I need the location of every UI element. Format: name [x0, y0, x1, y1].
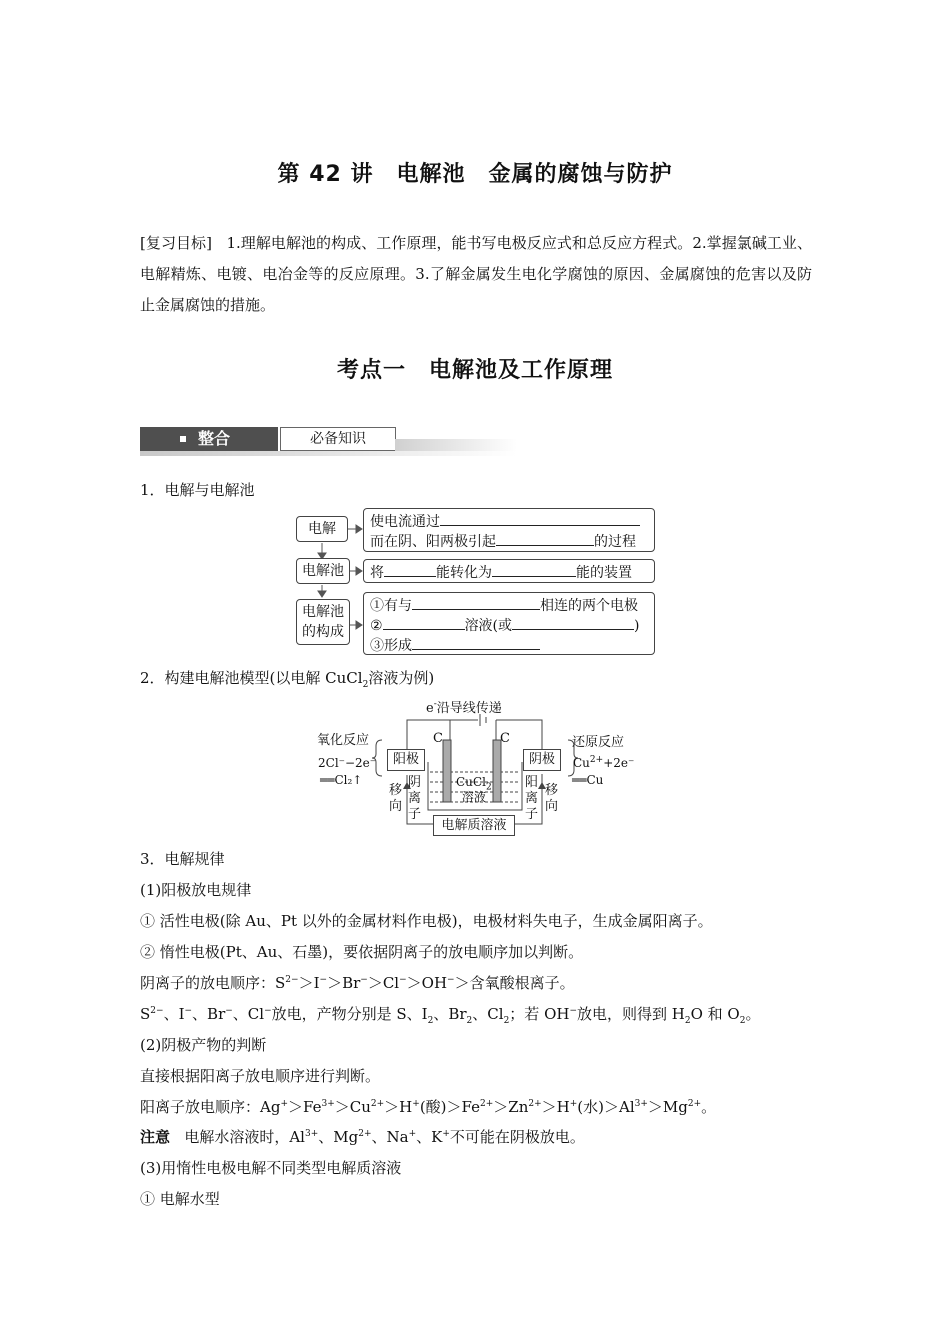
electron-flow-text: 沿导线传递 — [436, 701, 502, 716]
box-composition-line2: 的构成 — [302, 624, 344, 640]
item3-heading: 3．电解规律 — [140, 850, 225, 868]
left-carbon-electrode-label: C — [433, 731, 443, 746]
solution-formula-sub: 2 — [485, 782, 492, 793]
item2-heading-b: 溶液为例) — [368, 669, 435, 687]
review-goals-label: [复习目标] — [140, 234, 212, 252]
cathode-rule-text: 直接根据阳离子放电顺序进行判断。 — [140, 1067, 381, 1085]
blank-line — [512, 615, 634, 630]
banner-left-label: 整合 — [198, 429, 231, 448]
cation-discharge-order: 阳离子放电顺序：$Ag^+>Fe^{3+}>Cu^{2+}>H^+$(酸)$>Fe^{2+}>Zn^{2+}>H^+$(水)$>Al^{3+}>Mg^{2+}$。 — [140, 1098, 717, 1116]
oxidation-label: 氧化反应 — [317, 733, 370, 748]
review-goals — [140, 228, 812, 321]
comp2-text-c: ) — [634, 618, 640, 634]
item2-heading-sub: 2 — [362, 680, 369, 690]
banner-knowledge: 必备知识 — [280, 427, 396, 451]
cell-def-text-c: 能的装置 — [576, 565, 632, 581]
blank-line — [492, 562, 576, 577]
electrolysis-def-text1: 使电流通过 — [370, 514, 440, 530]
anion-discharge-products: $S^{2-}$、I−、Br−、Cl−放电，产物分别是 S、$I_2$、$Br_2$、$Cl_2$；若 OH−放电，则得到 $H_2O$ 和 $O_2$。 — [140, 1005, 761, 1026]
cathode-eq-cu: Cu — [573, 756, 590, 770]
inert-electrode-rule: ② 惰性电极(Pt、Au、石墨)，要依据阴离子的放电顺序加以判断。 — [140, 943, 584, 961]
box-cell-composition — [296, 599, 350, 645]
solution-label — [456, 775, 492, 805]
box-electrolysis-definition — [363, 508, 655, 552]
section-title: 考点一 电解池及工作原理 — [336, 358, 613, 383]
inert-electrolysis-heading: (3)用惰性电极电解不同类型电解质溶液 — [140, 1159, 402, 1177]
anion-order-tail: 含氧酸根离子。 — [469, 974, 575, 992]
anode-equation-line1: 2Cl⁻−2e⁻ — [318, 756, 377, 770]
anion-discharge-order: 阴离子的放电顺序：$S^{2-}>I^->Br^->Cl^->OH^->$含氧酸根离子。 — [140, 974, 575, 992]
cathode-eq-charge: 2+ — [589, 755, 604, 765]
water-electrolysis-type: ① 电解水型 — [140, 1190, 220, 1208]
comp1-text-a: ①有与 — [370, 598, 412, 614]
blank-line — [412, 595, 540, 610]
cell-def-text-b: 能转化为 — [436, 565, 492, 581]
banner-integrate — [140, 427, 278, 451]
comp1-text-b: 相连的两个电极 — [540, 598, 638, 614]
anode-equation-line2: ══Cl₂↑ — [320, 773, 363, 787]
review-goals-text: 1.理解电解池的构成、工作原理，能书写电极反应式和总反应方程式。2.掌握氯碱工业、电解精炼、电镀、电冶金等的反应原理。3.了解金属发生电化学腐蚀的原因、金属腐蚀的危害以及防止金属腐蚀的措施。 — [140, 234, 812, 314]
anion-order-label: 阴离子的放电顺序： — [140, 974, 276, 992]
anode-box: 阳极 — [387, 749, 425, 771]
move-to-right-label: 移向 — [545, 783, 559, 814]
electrolysis-def-text2a: 而在阴、阳两极引起 — [370, 534, 496, 550]
box-electrolysis: 电解 — [296, 516, 348, 542]
cathode-box: 阴极 — [523, 749, 561, 771]
banner-underline-decoration — [140, 451, 517, 456]
blank-line — [440, 511, 640, 526]
cathode-equation-line2: ══Cu — [572, 773, 604, 787]
move-to-left-label: 移向 — [389, 783, 403, 814]
right-carbon-electrode-label: C — [500, 731, 510, 746]
page-title: 第 42 讲 电解池 金属的腐蚀与防护 — [277, 162, 673, 187]
electrolysis-def-text2b: 的过程 — [594, 534, 636, 550]
electrolyte-solution-box: 电解质溶液 — [433, 815, 515, 836]
electron-charge: - — [433, 699, 437, 710]
box-composition-detail — [363, 592, 655, 655]
reduction-label: 还原反应 — [572, 735, 625, 750]
anode-rule-heading: (1)阳极放电规律 — [140, 881, 252, 899]
blank-line — [383, 615, 465, 630]
active-electrode-rule: ① 活性电极(除 Au、Pt 以外的金属材料作电极)，电极材料失电子，生成金属阳离子。 — [140, 912, 713, 930]
comp3-text-a: ③形成 — [370, 638, 412, 654]
comp2-text-a: ② — [370, 618, 383, 634]
item2-heading — [140, 668, 434, 688]
box-cell-definition — [363, 559, 655, 583]
electron-flow-label — [426, 697, 502, 716]
note-line: 注意 电解水溶液时，$Al^{3+}$、$Mg^{2+}$、Na+、K+不可能在阴极放电。 — [140, 1128, 585, 1146]
note-text-b: 不可能在阴极放电。 — [449, 1128, 585, 1146]
item2-heading-a: 2．构建电解池模型(以电解 CuCl — [140, 669, 363, 687]
cation-order-label: 阳离子放电顺序： — [140, 1098, 261, 1116]
products-and-text: O 和 O — [690, 1005, 740, 1023]
cathode-equation-line1 — [573, 756, 634, 770]
cathode-eq-electrons: +2e⁻ — [603, 756, 635, 770]
item1-heading: 1．电解与电解池 — [140, 481, 255, 499]
cathode-rule-heading: (2)阴极产物的判断 — [140, 1036, 267, 1054]
blank-line — [412, 635, 540, 650]
cation-label: 阳离子 — [525, 775, 539, 822]
note-text-a: 电解水溶液时， — [184, 1128, 290, 1146]
blank-line — [384, 562, 436, 577]
square-bullet-icon — [180, 436, 186, 442]
blank-line — [496, 531, 594, 546]
anion-label: 阴离子 — [408, 775, 422, 822]
products-tail-text: 放电，则得到 H — [577, 1005, 685, 1023]
note-label: 注意 — [140, 1128, 171, 1146]
solution-formula: CuCl — [456, 775, 486, 789]
electron-symbol: e — [426, 701, 434, 716]
box-composition-line1: 电解池 — [302, 604, 344, 620]
cell-def-text-a: 将 — [370, 565, 384, 581]
products-mid-text: 放电，产物分别是 S、I — [271, 1005, 428, 1023]
comp2-text-b: 溶液(或 — [464, 618, 513, 634]
box-electrolytic-cell: 电解池 — [296, 558, 350, 584]
solution-word: 溶液 — [461, 790, 486, 804]
